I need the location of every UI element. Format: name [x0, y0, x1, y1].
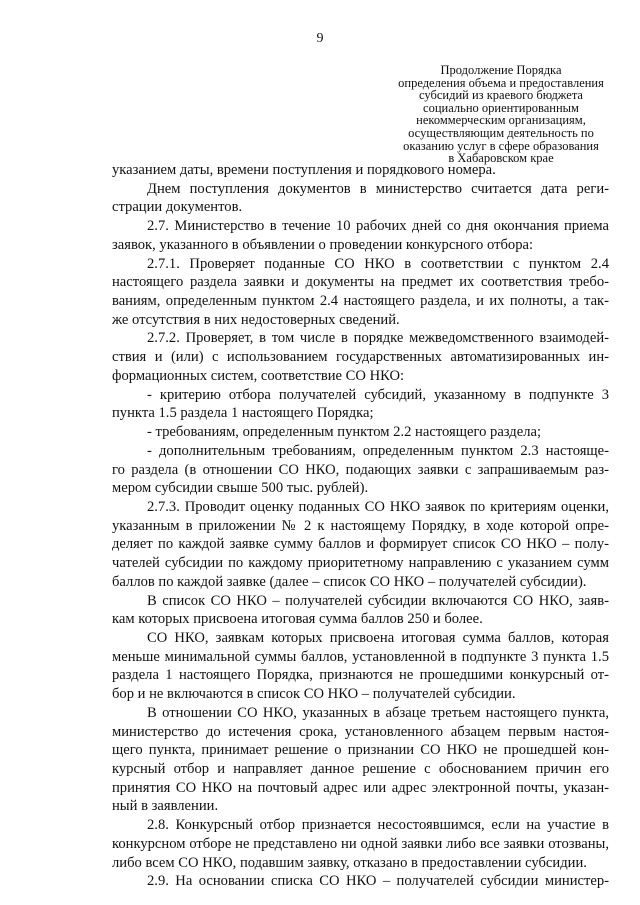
text-line: ный в заявлении.	[112, 798, 219, 815]
text-line: ствия и (или) с использованием государственных автоматизированных ин-	[112, 349, 609, 366]
text-line: - требованиям, определенным пунктом 2.2 настоящего раздела;	[147, 424, 542, 441]
text-line: же отсутствия в них недостоверных сведений.	[112, 311, 400, 328]
text-line: 2.8. Конкурсный отбор признается несостоявшимся, если на участие в	[147, 817, 609, 834]
text-line: деляет по каждой заявке сумму баллов и формирует список СО НКО – полу-	[112, 536, 609, 553]
header-line: субсидий из краевого бюджета	[419, 88, 583, 103]
text-line: бор и не включаются в список СО НКО – получателей субсидии.	[112, 686, 516, 703]
text-line: СО НКО, заявкам которых присвоена итоговая сумма баллов, которая	[147, 629, 609, 646]
text-line: раздела 1 настоящего Порядка, признаются не прошедшими конкурсный от-	[112, 667, 609, 684]
text-line: 2.7.2. Проверяет, в том числе в порядке межведомственного взаимодей-	[147, 330, 609, 347]
header-line: некоммерческим организациям,	[416, 113, 586, 128]
page-number: 9	[316, 31, 324, 46]
text-line: конкурсном отборе не представлено ни одной заявки либо все заявки отозваны,	[112, 835, 609, 852]
text-line: 2.9. На основании списка СО НКО – получателей субсидии министер-	[147, 873, 609, 890]
text-line: кам которых присвоена итоговая сумма баллов 250 и более.	[112, 611, 483, 628]
text-line: 2.7.3. Проводит оценку поданных СО НКО заявок по критериям оценки,	[147, 498, 609, 515]
text-line: курсный отбор и направляет данное решение с обоснованием причин его	[112, 761, 609, 777]
header-line: в Хабаровском крае	[448, 151, 554, 166]
text-line: ваниям, определенным пунктом 2.4 настоящего раздела, и их полноты, а так-	[112, 293, 609, 310]
text-line: формационных систем, соответствие СО НКО:	[112, 367, 405, 384]
text-line: 2.7. Министерство в течение 10 рабочих дней со дня окончания приема	[147, 218, 609, 235]
text-line: В отношении СО НКО, указанных в абзаце третьем настоящего пункта,	[147, 704, 609, 721]
header-line: осуществляющим деятельность по	[408, 125, 594, 140]
text-line: - дополнительным требованиям, определенным пунктом 2.3 настояще-	[147, 442, 609, 459]
text-line: - критерию отбора получателей субсидий, указанному в подпункте 3	[147, 386, 609, 403]
text-line: мером субсидии свыше 500 тыс. рублей).	[112, 480, 369, 497]
text-line: указанием даты, времени поступления и порядкового номера.	[112, 162, 496, 178]
text-line: го раздела (в отношении СО НКО, подающих заявки с запрашиваемым раз-	[112, 461, 609, 478]
document-body	[112, 161, 609, 891]
text-line: баллов по каждой заявке (далее – список СО НКО – получателей субсидии).	[112, 573, 587, 590]
text-line: настоящего раздела заявки и документы на предмет их соответствия требо-	[112, 274, 609, 291]
text-line: пункта 1.5 раздела 1 настоящего Порядка;	[112, 405, 374, 422]
text-line: щего пункта, принимает решение о признании СО НКО не прошедшей кон-	[112, 742, 609, 759]
text-line: заявок, указанного в объявлении о проведении конкурсного отбора:	[112, 236, 534, 253]
header-line: Продолжение Порядка	[440, 63, 562, 77]
text-line: указанным в приложении № 2 к настоящему Порядку, в ходе которой опре-	[112, 517, 609, 534]
text-line: чателей субсидии по каждому приоритетному направлению с указанием сумм	[112, 555, 609, 572]
header-line: определения объема и предоставления	[398, 75, 604, 90]
text-line: В список СО НКО – получателей субсидии включаются СО НКО, заяв-	[147, 592, 609, 609]
header-line: социально ориентированным	[423, 100, 579, 115]
document-header	[386, 64, 616, 165]
text-line: меньше минимальной суммы баллов, установленной в подпункте 3 пункта 1.5	[112, 648, 609, 665]
text-line: министерство до истечения срока, установленного абзацем первым настоя-	[112, 723, 609, 740]
text-line: страции документов.	[112, 199, 243, 216]
text-line: принятия СО НКО на почтовый адрес или адрес электронной почты, указан-	[112, 779, 609, 796]
header-line: оказанию услуг в сфере образования	[403, 138, 599, 153]
text-line: либо всем СО НКО, подавшим заявку, отказано в предоставлении субсидии.	[112, 854, 587, 871]
text-line: Днем поступления документов в министерство считается дата реги-	[147, 180, 609, 197]
text-line: 2.7.1. Проверяет поданные СО НКО в соответствии с пунктом 2.4	[147, 255, 609, 272]
